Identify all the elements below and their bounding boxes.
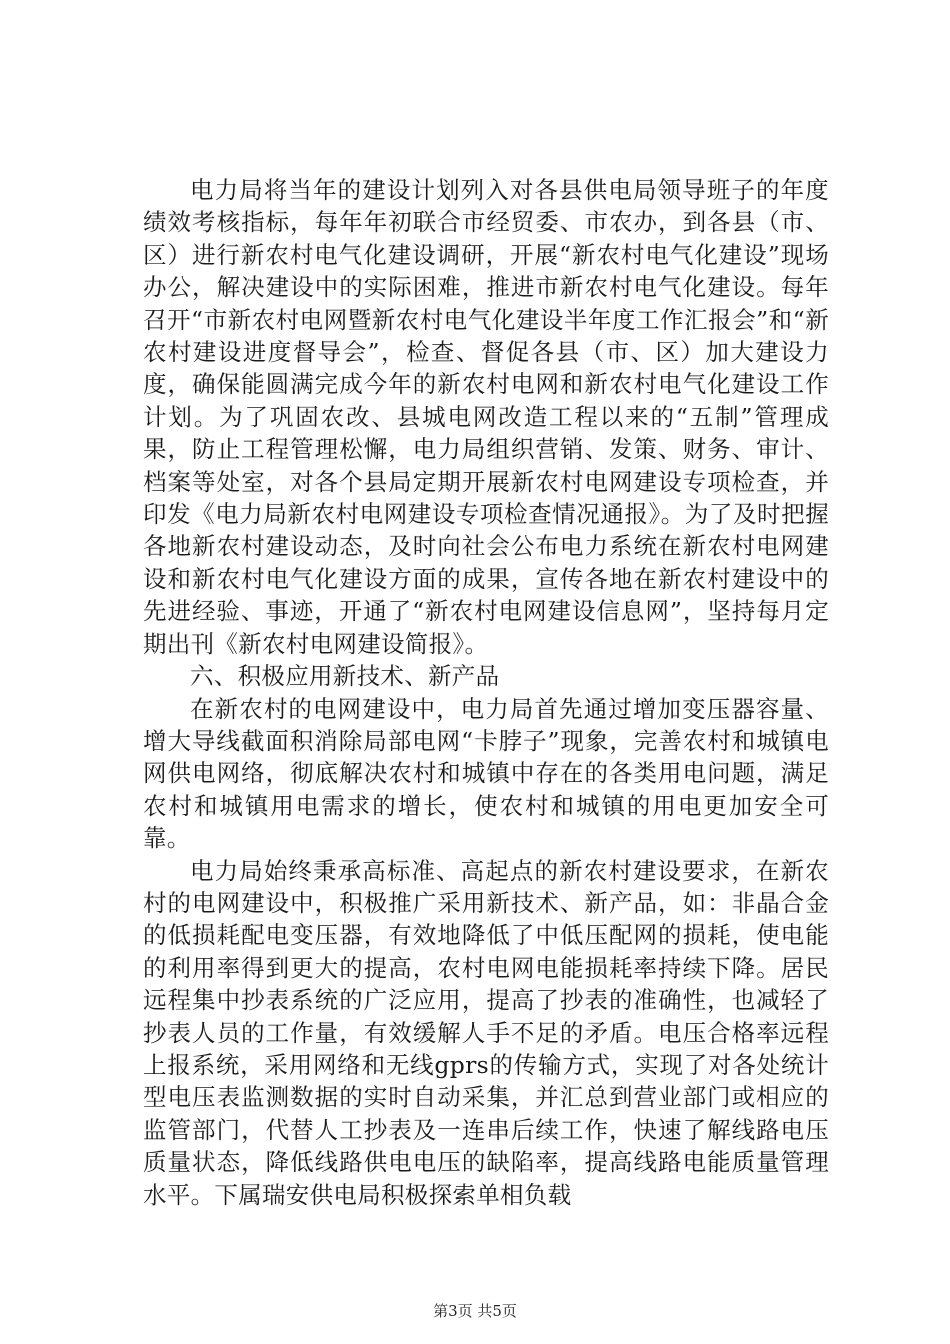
page-number: 第3页 共5页: [433, 1302, 517, 1320]
paragraph-new-technology: 电力局始终秉承高标准、高起点的新农村建设要求，在新农村的电网建设中，积极推广采用新技术、新产品，如：非晶合金的低损耗配电变压器，有效地降低了中低压配网的损耗，使电能的利用率得到更大的提高，农村电网电能损耗率持续下降。居民远程集中抄表系统的广泛应用，提高了抄表的准确性，也减轻了抄表人员的工作量，有效缓解人手不足的矛盾。电压合格率远程上报系统，采用网络和无线gprs的传输方式，实现了对各处统计型电压表监测数据的实时自动采集，并汇总到营业部门或相应的监管部门，代替人工抄表及一连串后续工作，快速了解线路电压质量状态，降低线路供电电压的缺陷率，提高线路电能质量管理水平。下属瑞安供电局积极探索单相负载: [143, 856, 829, 1209]
section-heading: 六、积极应用新技术、新产品: [190, 662, 500, 691]
document-body: [143, 174, 829, 1211]
paragraph-grid-construction: 在新农村的电网建设中，电力局首先通过增加变压器容量、增大导线截面积消除局部电网“卡脖子”现象，完善农村和城镇电网供电网络，彻底解决农村和城镇中存在的各类用电问题，满足农村和城镇用电需求的增长，使农村和城镇的用电更加安全可靠。: [143, 694, 829, 853]
paragraph-management: 电力局将当年的建设计划列入对各县供电局领导班子的年度绩效考核指标，每年年初联合市经贸委、市农办，到各县（市、区）进行新农村电气化建设调研，开展“新农村电气化建设”现场办公，解决建设中的实际困难，推进市新农村电气化建设。每年召开“市新农村电网暨新农村电气化建设半年度工作汇报会”和“新农村建设进度督导会”，检查、督促各县（市、区）加大建设力度，确保能圆满完成今年的新农村电网和新农村电气化建设工作计划。为了巩固农改、县城电网改造工程以来的“五制”管理成果，防止工程管理松懈，电力局组织营销、发策、财务、审计、档案等处室，对各个县局定期开展新农村电网建设专项检查，并印发《电力局新农村电网建设专项检查情况通报》。为了及时把握各地新农村建设动态，及时向社会公布电力系统在新农村电网建设和新农村电气化建设方面的成果，宣传各地在新农村建设中的先进经验、事迹，开通了“新农村电网建设信息网”，坚持每月定期出刊《新农村电网建设简报》。: [143, 176, 829, 658]
